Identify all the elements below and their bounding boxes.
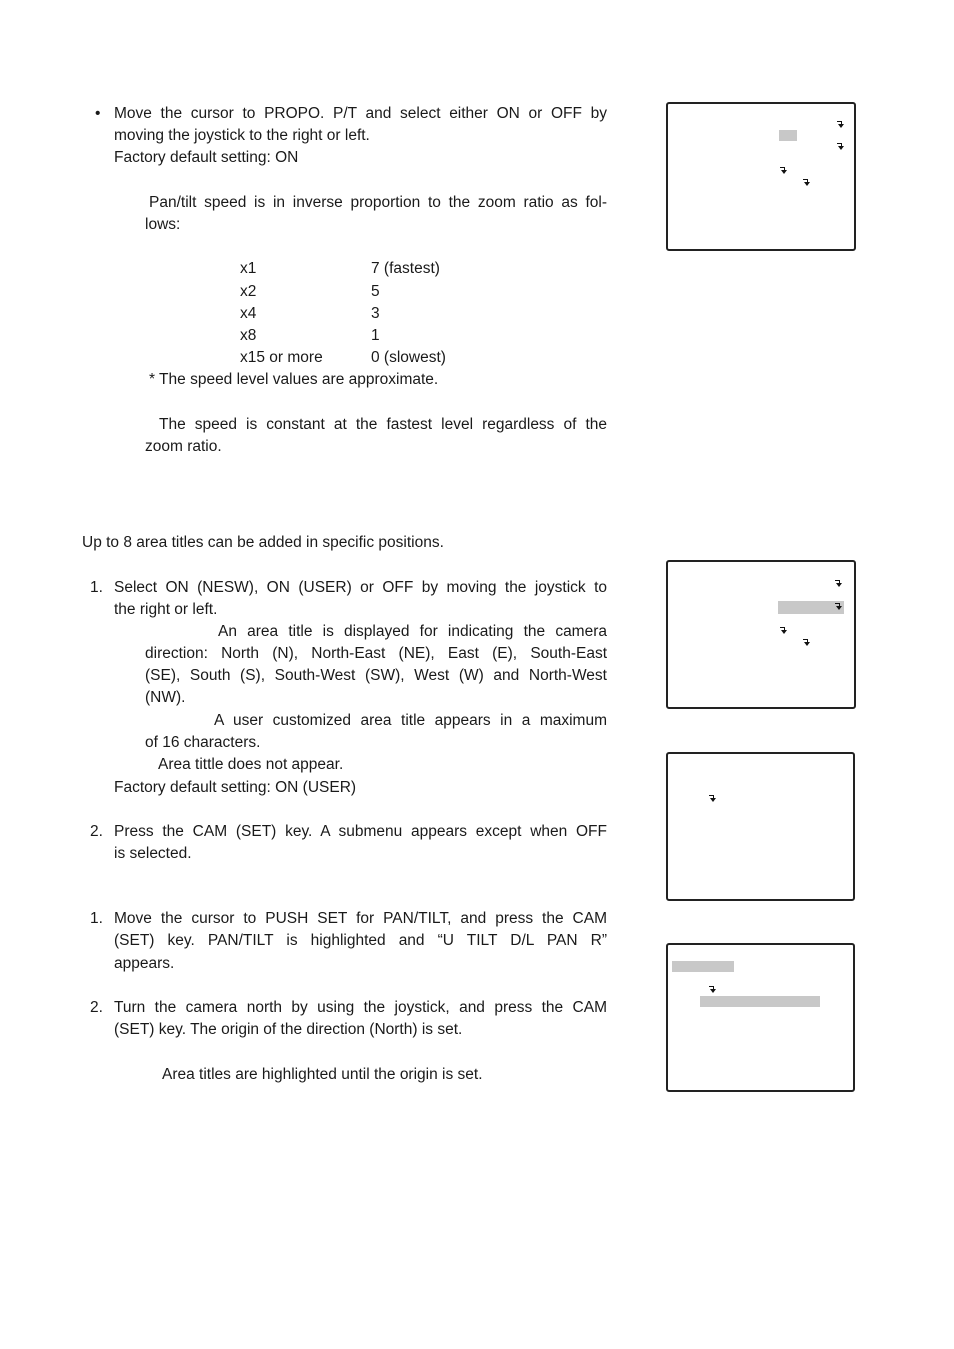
cursor-mark-icon — [803, 639, 809, 647]
zoom-cell: x1 — [240, 260, 257, 277]
step2-line-1: Press the CAM (SET) key. A submenu appears except when OFF — [114, 823, 607, 840]
origin-note: Area titles are highlighted until the origin is set. — [162, 1066, 483, 1083]
highlight-bar — [779, 130, 797, 141]
cursor-mark-icon — [709, 986, 715, 994]
propo-line-1: Move the cursor to PROPO. P/T and select either ON or OFF by — [114, 105, 607, 122]
sub1-line-1: Move the cursor to PUSH SET for PAN/TILT, and press the CAM — [114, 910, 607, 927]
step2-line-2: is selected. — [114, 845, 192, 862]
zoom-cell: x8 — [240, 327, 257, 344]
propo-off-desc-2: zoom ratio. — [145, 438, 222, 455]
area-intro: Up to 8 area titles can be added in specific positions. — [82, 534, 444, 551]
sub1-line-3: appears. — [114, 955, 175, 972]
sub1-line-2: (SET) key. PAN/TILT is highlighted and “U TILT D/L PAN R” — [114, 932, 607, 949]
highlight-bar — [672, 961, 734, 972]
user-desc-2: of 16 characters. — [145, 734, 261, 751]
propo-default: Factory default setting: ON — [114, 149, 299, 166]
zoom-cell: x4 — [240, 305, 257, 322]
cursor-mark-icon — [837, 143, 843, 151]
cursor-mark-icon — [709, 795, 715, 803]
speed-cell: 0 (slowest) — [371, 349, 446, 366]
propo-off-desc-1: The speed is constant at the fastest level regardless of the — [159, 416, 607, 433]
nesw-desc-4: (NW). — [145, 689, 186, 706]
off-desc: Area tittle does not appear. — [158, 756, 344, 773]
monitor-screen-submenu — [666, 752, 855, 901]
cursor-mark-icon — [803, 179, 809, 187]
step-number: 1. — [90, 579, 103, 596]
cursor-mark-icon — [835, 580, 841, 588]
monitor-screen-origin — [666, 943, 855, 1092]
speed-cell: 7 (fastest) — [371, 260, 440, 277]
propo-on-desc-2: lows: — [145, 216, 181, 233]
highlight-bar — [700, 996, 820, 1007]
step-number: 2. — [90, 823, 103, 840]
speed-note: * The speed level values are approximate. — [149, 371, 439, 388]
step1-line-1: Select ON (NESW), ON (USER) or OFF by moving the joystick to — [114, 579, 607, 596]
bullet: • — [95, 105, 101, 122]
propo-line-2: moving the joystick to the right or left. — [114, 127, 370, 144]
step-number: 2. — [90, 999, 103, 1016]
step-number: 1. — [90, 910, 103, 927]
area-default: Factory default setting: ON (USER) — [114, 779, 357, 796]
monitor-screen-propo — [666, 102, 856, 251]
user-desc-1: A user customized area title appears in a maximum — [214, 712, 607, 729]
zoom-cell: x15 or more — [240, 349, 323, 366]
speed-cell: 5 — [371, 283, 380, 300]
propo-on-desc-1: Pan/tilt speed is in inverse proportion to the zoom ratio as fol- — [149, 194, 607, 211]
nesw-desc-1: An area title is displayed for indicating the camera — [218, 623, 607, 640]
cursor-mark-icon — [835, 603, 841, 611]
step1-line-2: the right or left. — [114, 601, 218, 618]
cursor-mark-icon — [780, 167, 786, 175]
monitor-screen-area-title — [666, 560, 856, 709]
cursor-mark-icon — [837, 121, 843, 129]
zoom-cell: x2 — [240, 283, 257, 300]
sub2-line-2: (SET) key. The origin of the direction (North) is set. — [114, 1021, 463, 1038]
nesw-desc-3: (SE), South (S), South-West (SW), West (W) and North-West — [145, 667, 607, 684]
speed-cell: 1 — [371, 327, 380, 344]
sub2-line-1: Turn the camera north by using the joystick, and press the CAM — [114, 999, 607, 1016]
nesw-desc-2: direction: North (N), North-East (NE), East (E), South-East — [145, 645, 607, 662]
speed-cell: 3 — [371, 305, 380, 322]
cursor-mark-icon — [780, 627, 786, 635]
